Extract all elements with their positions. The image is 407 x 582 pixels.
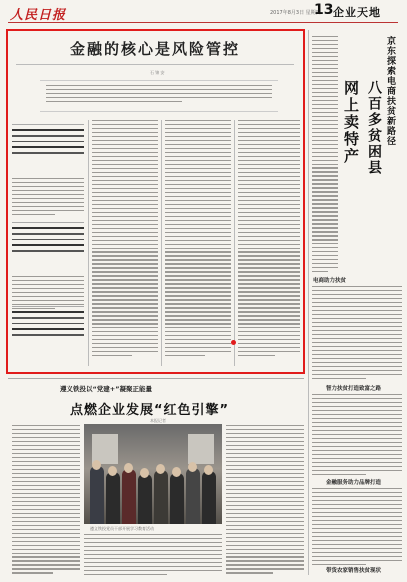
bottom-subtitle: 遵义铁投以“党建+”凝聚正能量 xyxy=(60,385,152,393)
pull-quote xyxy=(12,306,84,355)
issue-date: 2017年8月3日 星期四 xyxy=(270,10,321,16)
column-text xyxy=(92,120,158,359)
pull-quote xyxy=(12,222,84,271)
column-text xyxy=(312,36,338,275)
cursor-marker xyxy=(231,340,236,345)
article-lead xyxy=(40,80,278,112)
column-text xyxy=(238,120,300,359)
column-text xyxy=(12,425,80,576)
bottom-title: 点燃企业发展“红色引擎” xyxy=(70,403,230,418)
article-byline: 石 锦 安 xyxy=(150,70,165,75)
masthead xyxy=(8,2,398,23)
column-text xyxy=(12,178,84,218)
right-subhead: 智力扶贫打造致富之路 xyxy=(326,386,382,392)
photo-caption: 遵义铁投党员干部开展学习教育活动 xyxy=(90,526,154,531)
article-title: 金融的核心是风险管控 xyxy=(16,38,294,65)
column-text xyxy=(312,488,402,568)
page-number: 13 xyxy=(314,2,334,18)
right-title-2: 网上卖特产 xyxy=(342,80,360,165)
pull-quote xyxy=(12,124,84,173)
right-subhead: 电商助力扶贫 xyxy=(313,278,347,284)
right-subhead: 带货农家销售扶贫现状 xyxy=(326,568,382,574)
right-title-1: 八百多贫困县 xyxy=(366,80,382,176)
column-text xyxy=(312,286,402,382)
column-text xyxy=(226,425,304,576)
right-subhead: 金融服务助力品牌打造 xyxy=(326,480,382,486)
newspaper-logo: 人民日报 xyxy=(10,8,67,23)
lead-text xyxy=(46,85,272,105)
column-text xyxy=(165,120,231,359)
news-photo xyxy=(84,424,222,524)
column-text xyxy=(84,534,222,578)
column-text xyxy=(312,394,402,478)
bottom-byline: 本报记者 xyxy=(150,418,166,423)
section-title: 企业天地 xyxy=(333,6,381,19)
right-kicker: 京东探索电商扶贫新路径 xyxy=(385,36,395,146)
